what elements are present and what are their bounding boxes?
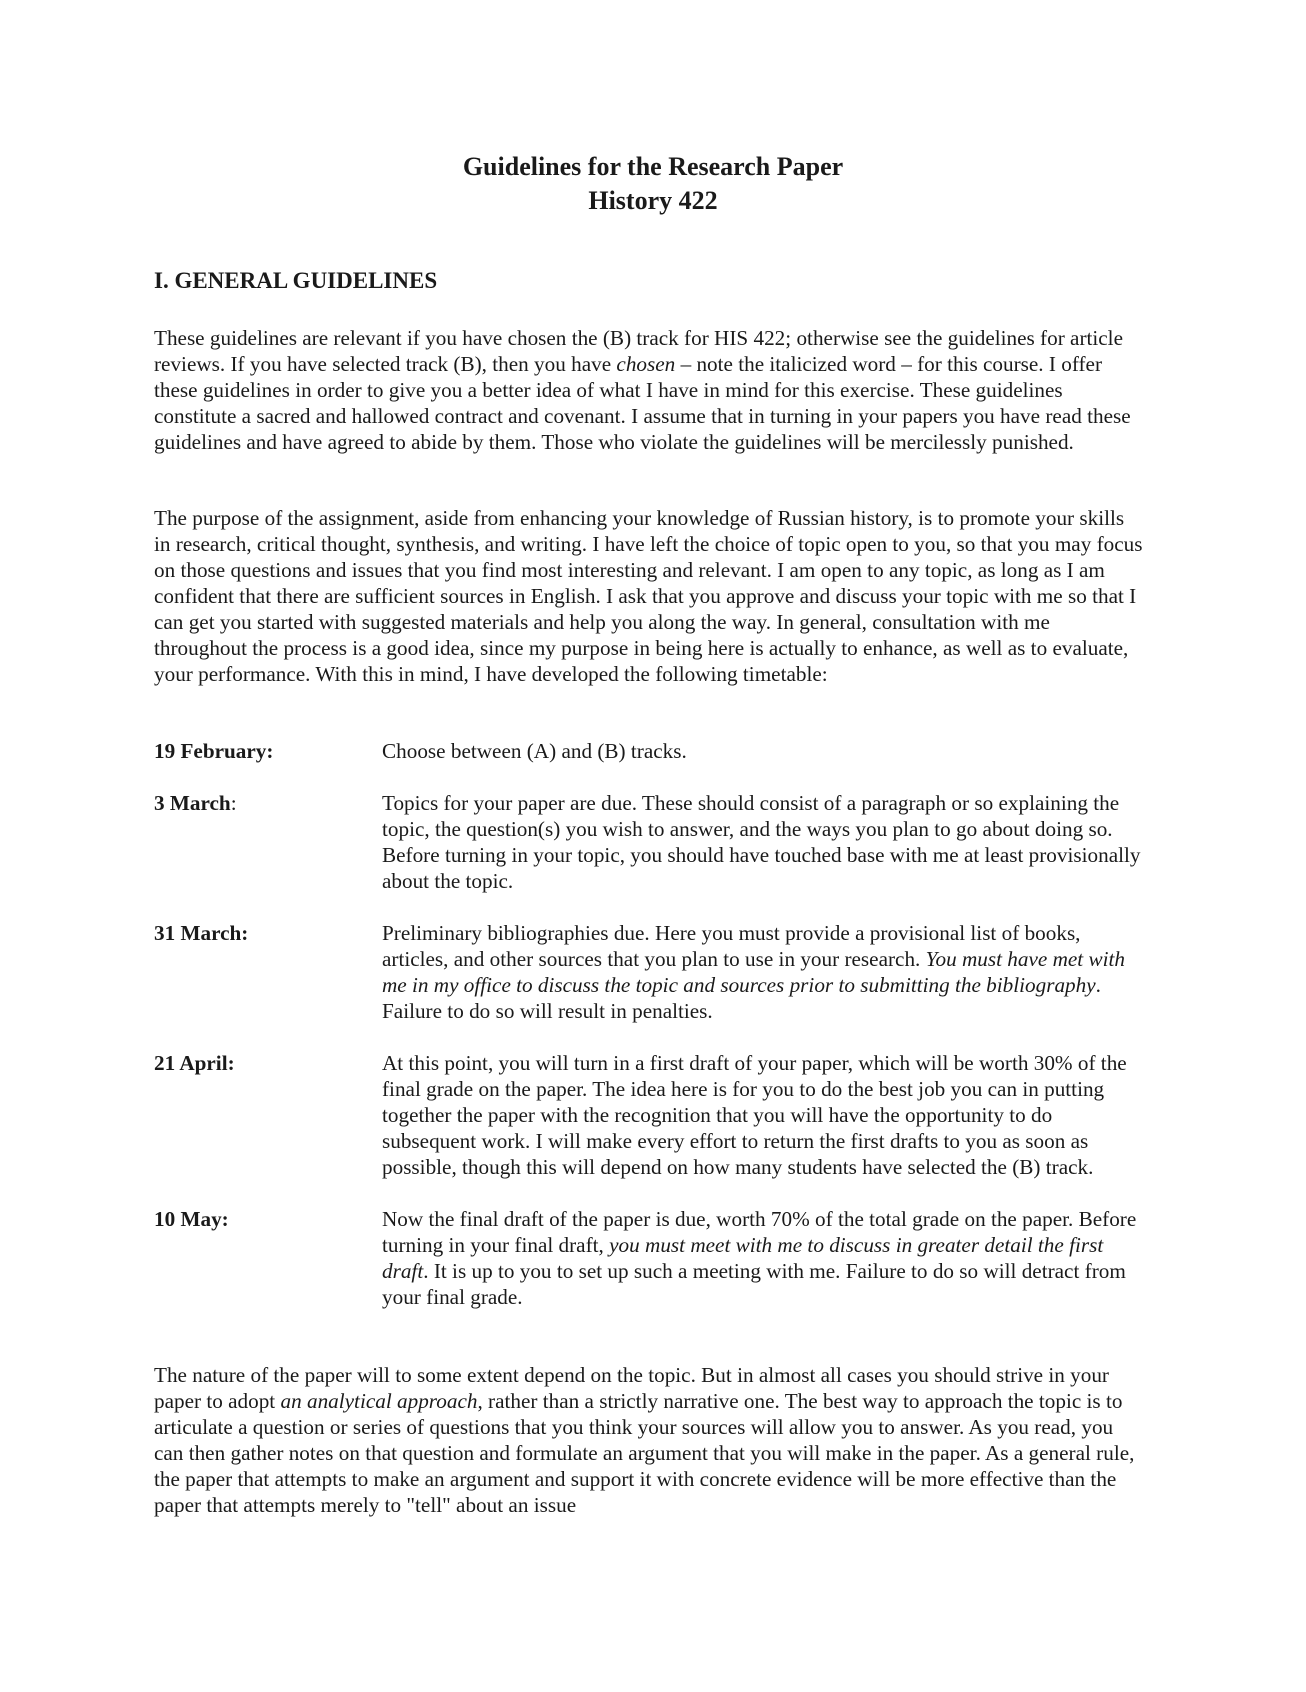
paragraph-approach-emphasis: an analytical approach (280, 1389, 478, 1413)
timetable-description: Topics for your paper are due. These should consist of a paragraph or so explaining the topic, the question(s) you wish to answer, and the ways you plan to go about doing so. Before turning in your topic, you should have touched base with me at least provisionally about the topic. (382, 791, 1141, 893)
timetable-description-emphasis: you must meet with me to discuss in greater detail the first draft (382, 1233, 1104, 1283)
timetable-description: Choose between (A) and (B) tracks. (382, 739, 687, 763)
timetable-date: 19 February: (154, 739, 274, 763)
timetable-row-apr21 (154, 1050, 1144, 1180)
timetable-row-may10 (154, 1206, 1144, 1310)
timetable-date-colon: : (230, 791, 237, 815)
title-line-1: Guidelines for the Research Paper (462, 152, 844, 181)
paragraph-intro (154, 325, 1144, 455)
timetable-date: 21 April: (154, 1051, 235, 1075)
timetable-description-part-a: Now the final draft of the paper is due, worth 70% of the total grade on the paper. Before turning in your final draft, (382, 1207, 1137, 1257)
title-line-2: History 422 (588, 186, 718, 215)
timetable-description-part-b: . It is up to you to set up such a meeting with me. Failure to do so will detract from your final grade. (382, 1259, 1126, 1309)
document-title (0, 150, 1306, 218)
timetable-description (382, 920, 1144, 1024)
paragraph-intro-part-b: – note the italicized word – for this course. I offer these guidelines in order to give you a better idea of what I have in mind for this exercise. These guidelines constitute a sacred and hallowed contract and covenant. I assume that in turning in your papers you have read these guidelines and have agreed to abide by them. Those who violate the guidelines will be mercilessly punished. (154, 352, 1131, 454)
timetable-description-part-b: . Failure to do so will result in penalties. (382, 973, 1101, 1023)
timetable-date-label: 3 March (154, 791, 231, 815)
section-heading: I. GENERAL GUIDELINES (154, 268, 438, 293)
timetable-description (382, 1206, 1144, 1310)
timetable-date: 10 May: (154, 1207, 229, 1231)
paragraph-approach-part-a: The nature of the paper will to some extent depend on the topic. But in almost all cases you should strive in your paper to adopt (154, 1363, 1109, 1413)
timetable-row-mar31 (154, 920, 1144, 1024)
paragraph-intro-part-a: These guidelines are relevant if you have chosen the (B) track for HIS 422; otherwise see the guidelines for article reviews. If you have selected track (B), then you have (154, 326, 1123, 376)
timetable-date (154, 790, 382, 816)
timetable-description-emphasis: You must have met with me in my office to discuss the topic and sources prior to submitting the bibliography (382, 947, 1125, 997)
timetable-description: At this point, you will turn in a first draft of your paper, which will be worth 30% of the final grade on the paper. The idea here is for you to do the best job you can in putting together the paper with the recognition that you will have the opportunity to do subsequent work. I will make every effort to return the first drafts to you as soon as possible, though this will depend on how many students have selected the (B) track. (382, 1051, 1127, 1179)
timetable (154, 738, 1144, 1336)
paragraph-approach (154, 1362, 1144, 1518)
paragraph-approach-part-b: , rather than a strictly narrative one. The best way to approach the topic is to articulate a question or series of questions that you think your sources will allow you to answer. As you read, you can then gather notes on that question and formulate an argument that you will make in the paper. As a general rule, the paper that attempts to make an argument and support it with concrete evidence will be more effective than the paper that attempts merely to "tell" about an issue (154, 1389, 1135, 1517)
timetable-row-mar3 (154, 790, 1144, 894)
timetable-date: 31 March: (154, 921, 249, 945)
timetable-row-feb19 (154, 738, 1144, 764)
paragraph-intro-emphasis: chosen (616, 352, 676, 376)
timetable-description-part-a: Preliminary bibliographies due. Here you must provide a provisional list of books, articles, and other sources that you plan to use in your research. (382, 921, 1081, 971)
paragraph-purpose: The purpose of the assignment, aside from enhancing your knowledge of Russian history, is to promote your skills in research, critical thought, synthesis, and writing. I have left the choice of topic open to you, so that you may focus on those questions and issues that you find most interesting and relevant. I am open to any topic, as long as I am confident that there are sufficient sources in English. I ask that you approve and discuss your topic with me so that I can get you started with suggested materials and help you along the way. In general, consultation with me throughout the process is a good idea, since my purpose in being here is actually to enhance, as well as to evaluate, your performance. With this in mind, I have developed the following timetable: (154, 506, 1143, 686)
